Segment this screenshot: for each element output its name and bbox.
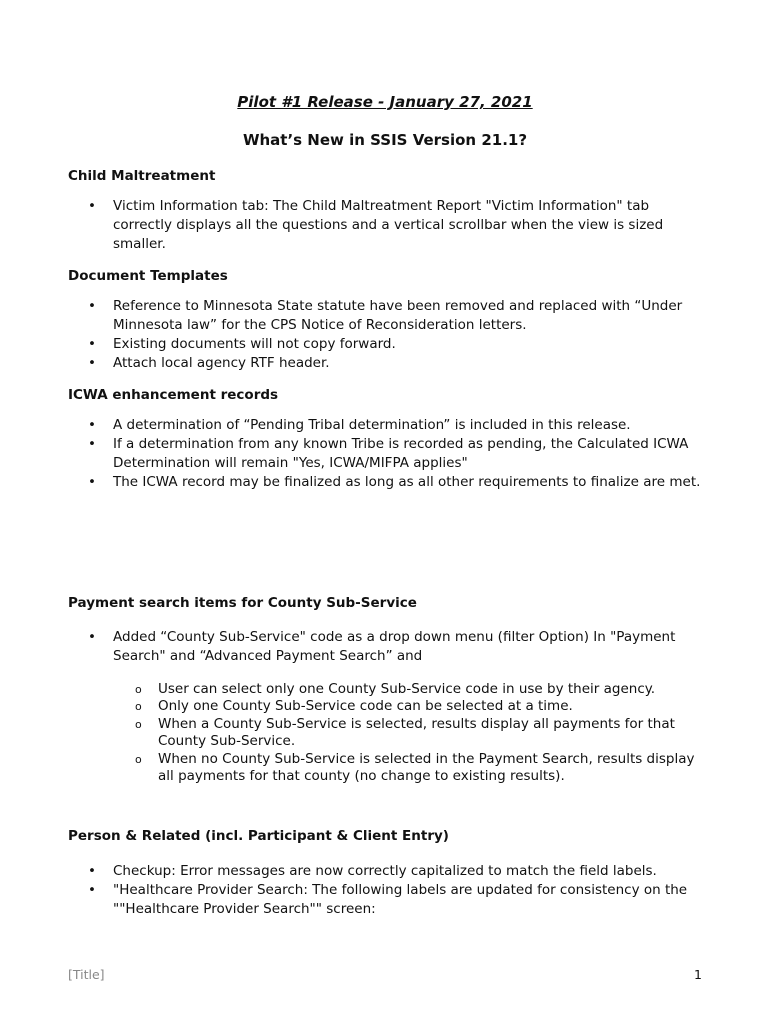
person-related-list bbox=[0, 862, 770, 919]
list-item: • "Healthcare Provider Search: The following labels are updated for consistency on the ""Healthcare Provider Search"" screen: bbox=[88, 882, 688, 917]
icwa-list bbox=[0, 416, 770, 492]
sub-list-item: o When a County Sub-Service is selected, results display all payments for that County Sub-Service. bbox=[135, 715, 675, 750]
footer-title-placeholder: [Title] bbox=[68, 967, 105, 982]
sub-list-item: o When no County Sub-Service is selected in the Payment Search, results display all payments for that county (no change to existing results). bbox=[135, 750, 695, 785]
section-heading-child-maltreatment: Child Maltreatment bbox=[68, 168, 216, 184]
list-item: • Checkup: Error messages are now correctly capitalized to match the field labels. bbox=[88, 863, 657, 879]
list-item: • Reference to Minnesota State statute have been removed and replaced with “Under Minnesota law” for the CPS Notice of Reconsideration letters. bbox=[88, 298, 683, 333]
payment-search-list bbox=[0, 628, 770, 666]
list-item: • Victim Information tab: The Child Maltreatment Report "Victim Information" tab correctly displays all the questions and a vertical scrollbar when the view is sized smaller. bbox=[88, 198, 664, 252]
section-heading-person-related: Person & Related (incl. Participant & Client Entry) bbox=[68, 828, 449, 844]
page-number: 1 bbox=[694, 967, 702, 982]
document-templates-list bbox=[0, 297, 770, 373]
document-subtitle: What’s New in SSIS Version 21.1? bbox=[242, 131, 528, 149]
list-item: • If a determination from any known Tribe is recorded as pending, the Calculated ICWA Determination will remain "Yes, ICWA/MIFPA applies" bbox=[88, 436, 689, 471]
payment-search-sublist bbox=[0, 681, 770, 785]
child-maltreatment-list bbox=[0, 197, 770, 254]
list-item: • The ICWA record may be finalized as long as all other requirements to finalize are met. bbox=[88, 474, 701, 490]
document-title: Pilot #1 Release - January 27, 2021 bbox=[237, 93, 533, 111]
list-item: • Added “County Sub-Service" code as a drop down menu (filter Option) In "Payment Search" and “Advanced Payment Search” and bbox=[88, 629, 676, 664]
list-item: • Existing documents will not copy forward. bbox=[88, 336, 396, 352]
section-heading-document-templates: Document Templates bbox=[68, 268, 228, 284]
sub-list-item: o User can select only one County Sub-Service code in use by their agency. bbox=[135, 681, 656, 697]
sub-list-item: o Only one County Sub-Service code can be selected at a time. bbox=[135, 698, 573, 715]
list-item: • Attach local agency RTF header. bbox=[88, 355, 330, 371]
list-item: • A determination of “Pending Tribal determination” is included in this release. bbox=[88, 417, 631, 433]
section-heading-payment-search: Payment search items for County Sub-Service bbox=[68, 595, 417, 611]
section-heading-icwa: ICWA enhancement records bbox=[68, 387, 279, 403]
